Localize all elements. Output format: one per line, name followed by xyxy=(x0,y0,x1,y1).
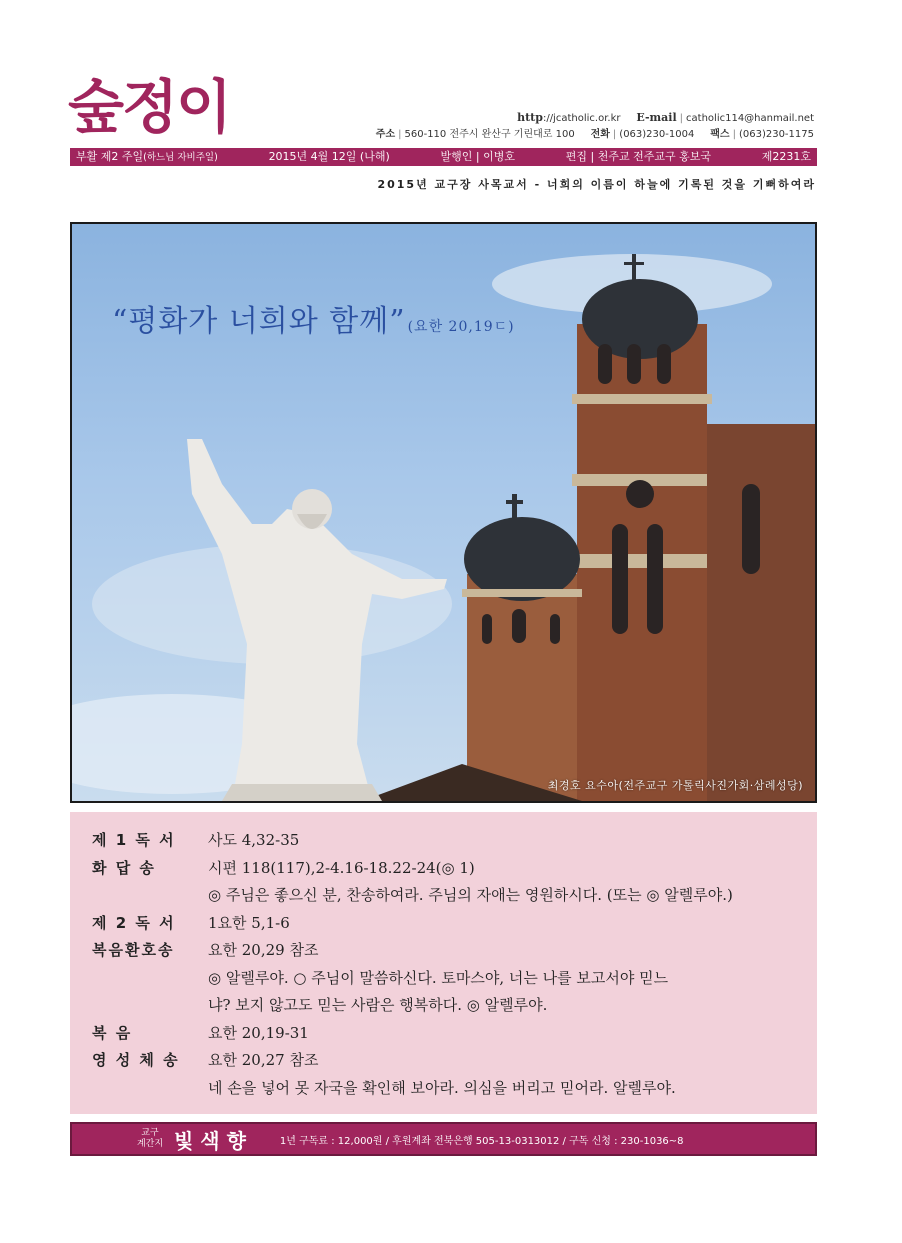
email-text[interactable]: catholic114@hanmail.net xyxy=(686,113,814,124)
cover-headline xyxy=(112,296,515,340)
phone-label: 전화 xyxy=(590,129,610,140)
magazine-type-line2: 계간지 xyxy=(136,1139,164,1149)
reading-row xyxy=(70,909,817,937)
headline-text: “평화가 너희와 함께” xyxy=(112,304,406,339)
contact-line-2: 주소 | 560-110 전주시 완산구 기린대로 100 전화 | (063)230-1004 팩스 | (063)230-1175 xyxy=(375,129,814,140)
reading-text: 냐? 보지 않고도 믿는 사람은 행복하다. ◎ 알렐루야. xyxy=(208,996,548,1015)
reading-text: ◎ 알렐루야. ○ 주님이 말씀하신다. 토마스야, 너는 나를 보고서야 믿느 xyxy=(208,968,669,987)
magazine-logo: 빛 색 향 xyxy=(174,1128,246,1153)
readings-panel xyxy=(70,812,817,1114)
reading-text: ◎ 주님은 좋으신 분, 찬송하여라. 주님의 자애는 영원하시다. (또는 ◎ 알렐루야.) xyxy=(208,886,733,905)
sunday-title: 부활 제2 주일 xyxy=(76,150,144,163)
reading-row xyxy=(70,1019,817,1047)
reading-text: 네 손을 넣어 못 자국을 확인해 보아라. 의심을 버리고 믿어라. 알렐루야. xyxy=(208,1078,676,1097)
issue-number: 제2231호 xyxy=(761,150,811,163)
subscription-info: 1년 구독료 : 12,000원 / 후원계좌 전북은행 505-13-0313012 / 구독 신청 : 230-1036~8 xyxy=(279,1135,684,1147)
pastoral-motto: 2015년 교구장 사목교서 - 너희의 이름이 하늘에 기록된 것을 기뻐하여라 xyxy=(377,178,816,191)
url-text[interactable]: ://jcatholic.or.kr xyxy=(542,113,621,124)
reading-text: 요한 20,27 참조 xyxy=(208,1051,319,1070)
cover-photo xyxy=(70,222,817,803)
magazine-type-line1: 교구 xyxy=(141,1128,159,1138)
publisher: 발행인 | 이병호 xyxy=(440,150,515,163)
reading-row xyxy=(70,826,817,854)
issue-date: 2015년 4월 12일 (나해) xyxy=(268,150,390,163)
reading-row xyxy=(70,991,817,1019)
fax-text: (063)230-1175 xyxy=(738,129,814,140)
subscription-footer xyxy=(70,1122,817,1156)
phone-text: (063)230-1004 xyxy=(619,129,695,140)
reading-label: 영 성 체 송 xyxy=(92,1051,180,1070)
headline-reference: (요한 20,19ㄷ) xyxy=(407,319,515,335)
reading-label: 제 1 독 서 xyxy=(92,831,176,850)
reading-row xyxy=(70,1074,817,1102)
reading-row xyxy=(70,1046,817,1074)
sunday-subtitle: (하느님 자비주일) xyxy=(143,152,218,163)
issue-band xyxy=(70,148,817,166)
address-text: 560-110 전주시 완산구 기린대로 100 xyxy=(404,129,575,140)
reading-row xyxy=(70,964,817,992)
address-label: 주소 xyxy=(375,129,396,140)
reading-text: 시편 118(117),2-4.16-18.22-24(◎ 1) xyxy=(208,858,475,877)
masthead-logo: 숲정이 xyxy=(68,73,231,141)
reading-row xyxy=(70,854,817,882)
contact-line-1: http://jcatholic.or.kr E-mail | catholic114@hanmail.net xyxy=(517,111,814,124)
url-label: http xyxy=(517,111,543,124)
email-label: E-mail xyxy=(636,111,677,124)
contact-block xyxy=(376,110,814,143)
fax-label: 팩스 xyxy=(710,129,730,140)
magazine-type xyxy=(132,1128,168,1150)
reading-label: 제 2 독 서 xyxy=(92,913,176,932)
editor: 편집 | 천주교 전주교구 홍보국 xyxy=(565,150,711,163)
reading-text: 1요한 5,1-6 xyxy=(208,913,290,932)
reading-label: 복 음 xyxy=(92,1023,133,1042)
sunday-name xyxy=(76,148,218,166)
reading-row xyxy=(70,881,817,909)
reading-label: 화 답 송 xyxy=(92,858,156,877)
reading-text: 사도 4,32-35 xyxy=(208,831,300,850)
photo-credit: 최경호 요수아(전주교구 가톨릭사진가회·삼례성당) xyxy=(547,779,803,792)
reading-label: 복음환호송 xyxy=(92,941,175,960)
reading-row xyxy=(70,936,817,964)
reading-text: 요한 20,19-31 xyxy=(208,1023,309,1042)
reading-text: 요한 20,29 참조 xyxy=(208,941,319,960)
